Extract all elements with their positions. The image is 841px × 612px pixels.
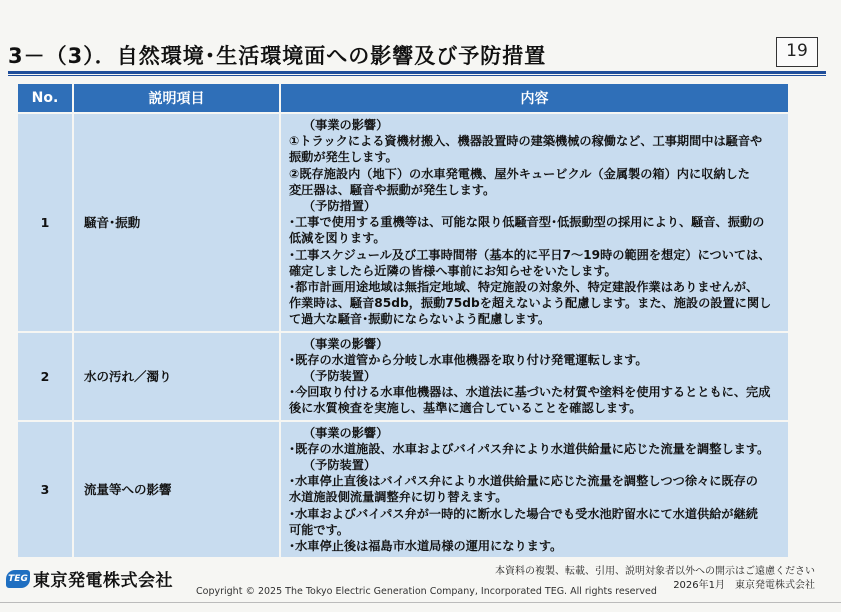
- column-header-content: 内容: [281, 84, 788, 112]
- footer-divider: [0, 602, 841, 603]
- content-line: 振動が発生します。: [289, 150, 398, 165]
- content-line: 後に水質検査を実施し、基準に適合していることを確認します。: [289, 401, 642, 416]
- company-logo: [6, 566, 173, 591]
- disclosure-notice: 本資料の複製、転載、引用、説明対象者以外への開示はご遠慮ください: [495, 566, 815, 577]
- table-header-row: [18, 84, 788, 112]
- content-line: 低減を図ります。: [289, 231, 386, 246]
- content-line: ･工事で使用する重機等は、可能な限り低騒音型･低振動型の採用により、騒音、振動の: [289, 215, 765, 230]
- row-number: 3: [18, 422, 72, 558]
- content-line: （予防装置）: [303, 369, 377, 384]
- page-number: 19: [776, 37, 818, 67]
- content-line: 作業時は、騒音85db，振動75dbを超えないよう配慮します。また、施設の設置に関し: [289, 296, 772, 311]
- content-line: 確定しましたら近隣の皆様へ事前にお知らせをいたします。: [289, 263, 617, 278]
- content-line: （事業の影響）: [303, 336, 389, 351]
- content-line: ･水車およびバイパス弁が一時的に断水した場合でも受水池貯留水にて水道供給が継続: [289, 506, 758, 521]
- row-content: [281, 114, 788, 331]
- title-divider: [8, 71, 826, 74]
- table-row: [18, 114, 788, 331]
- row-content: [281, 333, 788, 420]
- date-company: 2026年1月 東京発電株式会社: [673, 580, 815, 591]
- content-line: 可能です。: [289, 522, 349, 537]
- column-header-no: No.: [18, 84, 72, 112]
- page-title: 3－（3）．自然環境･生活環境面への影響及び予防措置: [8, 44, 547, 68]
- impact-table: [16, 82, 790, 559]
- content-line: ･水車停止後は福島市水道局様の運用になります。: [289, 539, 563, 554]
- table-row: [18, 422, 788, 558]
- content-line: ･既存の水道施設、水車およびバイパス弁により水道供給量に応じた流量を調整します。: [289, 441, 770, 456]
- content-line: 変圧器は、騒音や振動が発生します。: [289, 182, 496, 197]
- content-line: ･今回取り付ける水車他機器は、水道法に基づいた材質や塗料を使用するとともに、完成: [289, 385, 771, 400]
- row-number: 1: [18, 114, 72, 331]
- content-line: ②既存施設内（地下）の水車発電機、屋外キュービクル（金属製の箱）内に収納した: [289, 166, 750, 181]
- column-header-item: 説明項目: [74, 84, 279, 112]
- table-body: [18, 114, 788, 557]
- content-line: （事業の影響）: [303, 425, 389, 440]
- row-item-label: 水の汚れ／濁り: [74, 333, 279, 420]
- row-item-label: 騒音･振動: [74, 114, 279, 331]
- copyright-text: Copyright © 2025 The Tokyo Electric Generation Company, Incorporated TEG. All rights reserved: [196, 586, 657, 597]
- content-line: て過大な騒音･振動にならないよう配慮します。: [289, 312, 551, 327]
- row-content: [281, 422, 788, 558]
- content-line: （予防装置）: [303, 458, 377, 473]
- content-line: ･工事スケジュール及び工事時間帯（基本的に平日7～19時の範囲を想定）については、: [289, 247, 771, 262]
- table-row: [18, 333, 788, 420]
- content-line: ･水車停止直後はバイパス弁により水道供給量に応じた流量を調整しつつ徐々に既存の: [289, 474, 758, 489]
- content-line: ･都市計画用途地域は無指定地域、特定施設の対象外、特定建設作業はありませんが、: [289, 280, 759, 295]
- content-line: ①トラックによる資機材搬入、機器設置時の建築機械の稼働など、工事期間中は騒音や: [289, 134, 763, 149]
- title-divider-thin: [8, 75, 826, 76]
- content-line: ･既存の水道管から分岐し水車他機器を取り付け発電運転します。: [289, 352, 648, 367]
- content-line: （予防措置）: [303, 199, 377, 214]
- row-item-label: 流量等への影響: [74, 422, 279, 558]
- content-line: 水道施設側流量調整弁に切り替えます。: [289, 490, 508, 505]
- teg-logo-icon: TEG: [6, 570, 30, 588]
- content-line: （事業の影響）: [303, 118, 389, 132]
- company-name: 東京発電株式会社: [33, 571, 173, 591]
- row-number: 2: [18, 333, 72, 420]
